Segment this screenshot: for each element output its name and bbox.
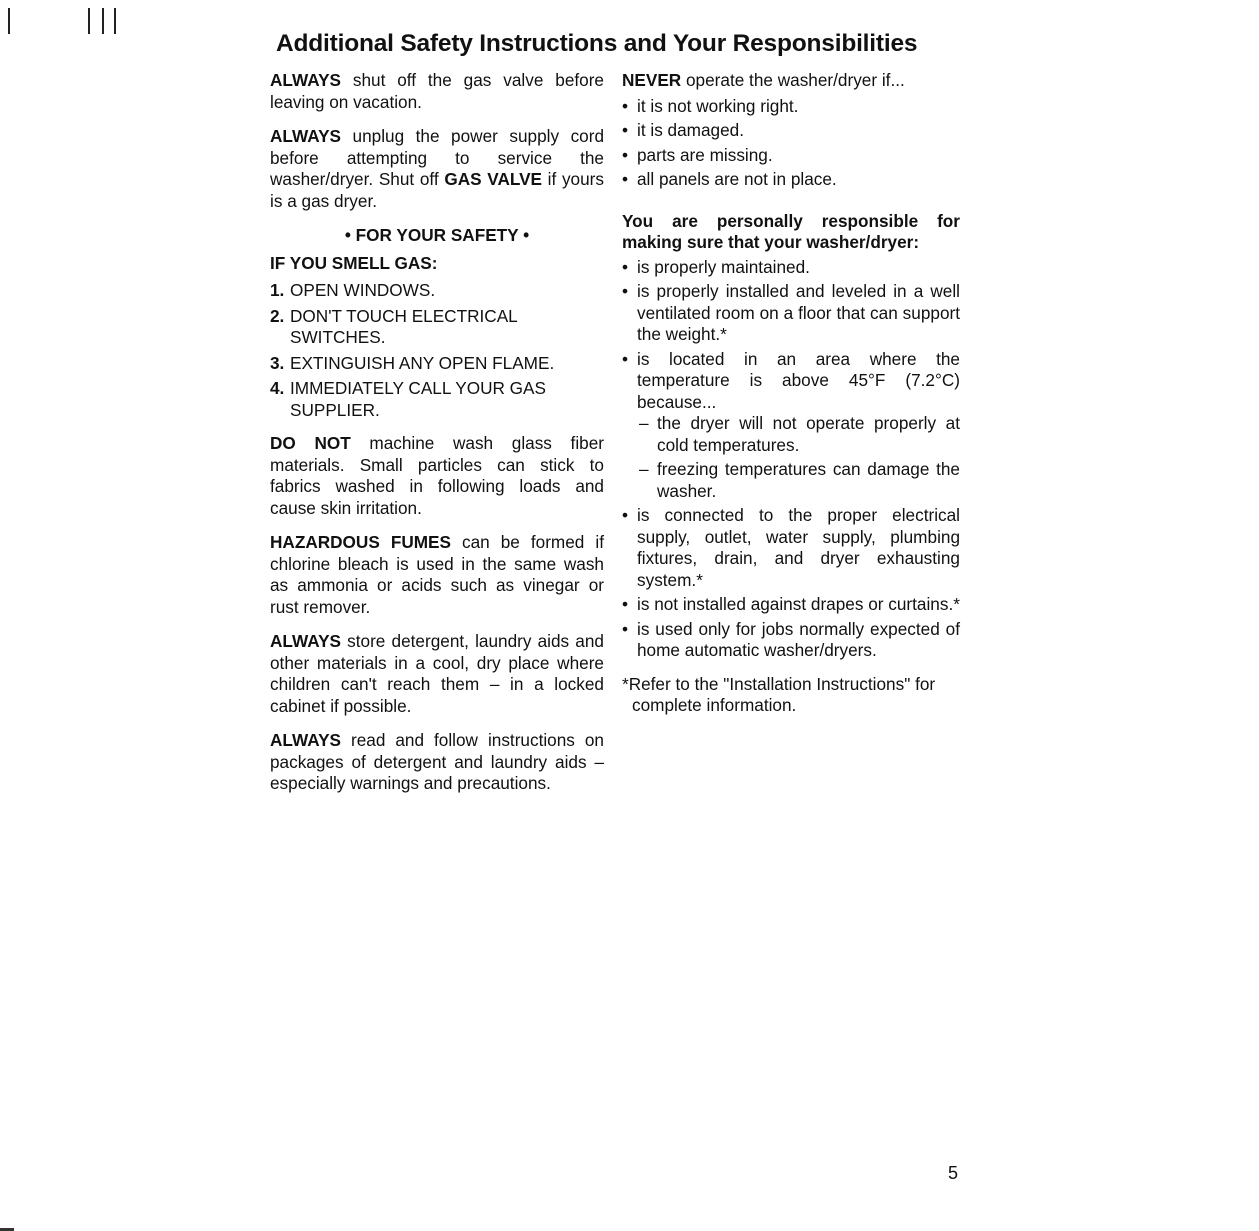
gas-steps-list <box>270 280 604 421</box>
list-item: – freezing temperatures can damage the washer. <box>637 459 960 502</box>
paragraph-vacation: ALWAYS shut off the gas valve before leaving on vacation. <box>270 70 604 112</box>
temperature-reasons-list <box>637 413 960 502</box>
responsibilities-heading: You are personally responsible for making sure that your washer/dryer: <box>622 210 960 252</box>
list-item: • is used only for jobs normally expected of home automatic washer/dryers. <box>622 619 960 662</box>
list-item: • is properly installed and leveled in a well ventilated room on a floor that can support the weight.* <box>622 281 960 346</box>
paragraph-glass-fiber: DO NOT machine wash glass fiber materials. Small particles can stick to fabrics washed in following loads and cause skin irritation. <box>270 433 604 518</box>
paragraph-hazardous-fumes: HAZARDOUS FUMES can be formed if chlorine bleach is used in the same wash as ammonia or acids such as vinegar or rust remover. <box>270 532 604 617</box>
list-item: • is located in an area where the temperature is above 45°F (7.2°C) because... – the dryer will not operate properly at cold temperatures. – freezing temperatures can damage the washer. <box>622 349 960 503</box>
scan-marks <box>0 0 130 40</box>
page-number: 5 <box>948 1163 959 1183</box>
paragraph-unplug: ALWAYS unplug the power supply cord before attempting to service the washer/dryer. Shut off GAS VALVE if yours is a gas dryer. <box>270 126 604 211</box>
right-column <box>622 70 960 730</box>
left-column <box>270 70 604 808</box>
list-item: – the dryer will not operate properly at cold temperatures. <box>637 413 960 456</box>
paragraph-store-detergent: ALWAYS store detergent, laundry aids and other materials in a cool, dry place where children can't reach them – in a locked cabinet if possible. <box>270 631 604 716</box>
list-item: • is properly maintained. <box>622 257 960 279</box>
paragraph-never: NEVER operate the washer/dryer if... <box>622 70 905 90</box>
list-item: • is connected to the proper electrical supply, outlet, water supply, plumbing fixtures, drain, and dryer exhausting system.* <box>622 505 960 591</box>
smell-gas-heading: IF YOU SMELL GAS: <box>270 252 438 273</box>
responsibilities-list <box>622 257 960 662</box>
list-item: 2. DON'T TOUCH ELECTRICAL SWITCHES. <box>270 305 518 347</box>
safety-heading: • FOR YOUR SAFETY • <box>344 225 530 245</box>
list-item: • it is not working right. <box>622 96 960 118</box>
list-item: • all panels are not in place. <box>622 169 960 191</box>
list-item: • is not installed against drapes or curtains.* <box>622 594 960 616</box>
list-item: 4. IMMEDIATELY CALL YOUR GAS SUPPLIER. <box>270 378 546 420</box>
list-item: • it is damaged. <box>622 120 960 142</box>
page-title: Additional Safety Instructions and Your Responsibilities <box>276 30 918 57</box>
never-conditions-list <box>622 96 960 191</box>
list-item: • parts are missing. <box>622 145 960 167</box>
list-item: 1. OPEN WINDOWS. <box>270 280 436 300</box>
list-item: 3. EXTINGUISH ANY OPEN FLAME. <box>270 352 555 373</box>
footnote: *Refer to the "Installation Instructions" for complete information. <box>622 673 936 715</box>
paragraph-read-instructions: ALWAYS read and follow instructions on packages of detergent and laundry aids – especially warnings and precautions. <box>270 730 604 793</box>
